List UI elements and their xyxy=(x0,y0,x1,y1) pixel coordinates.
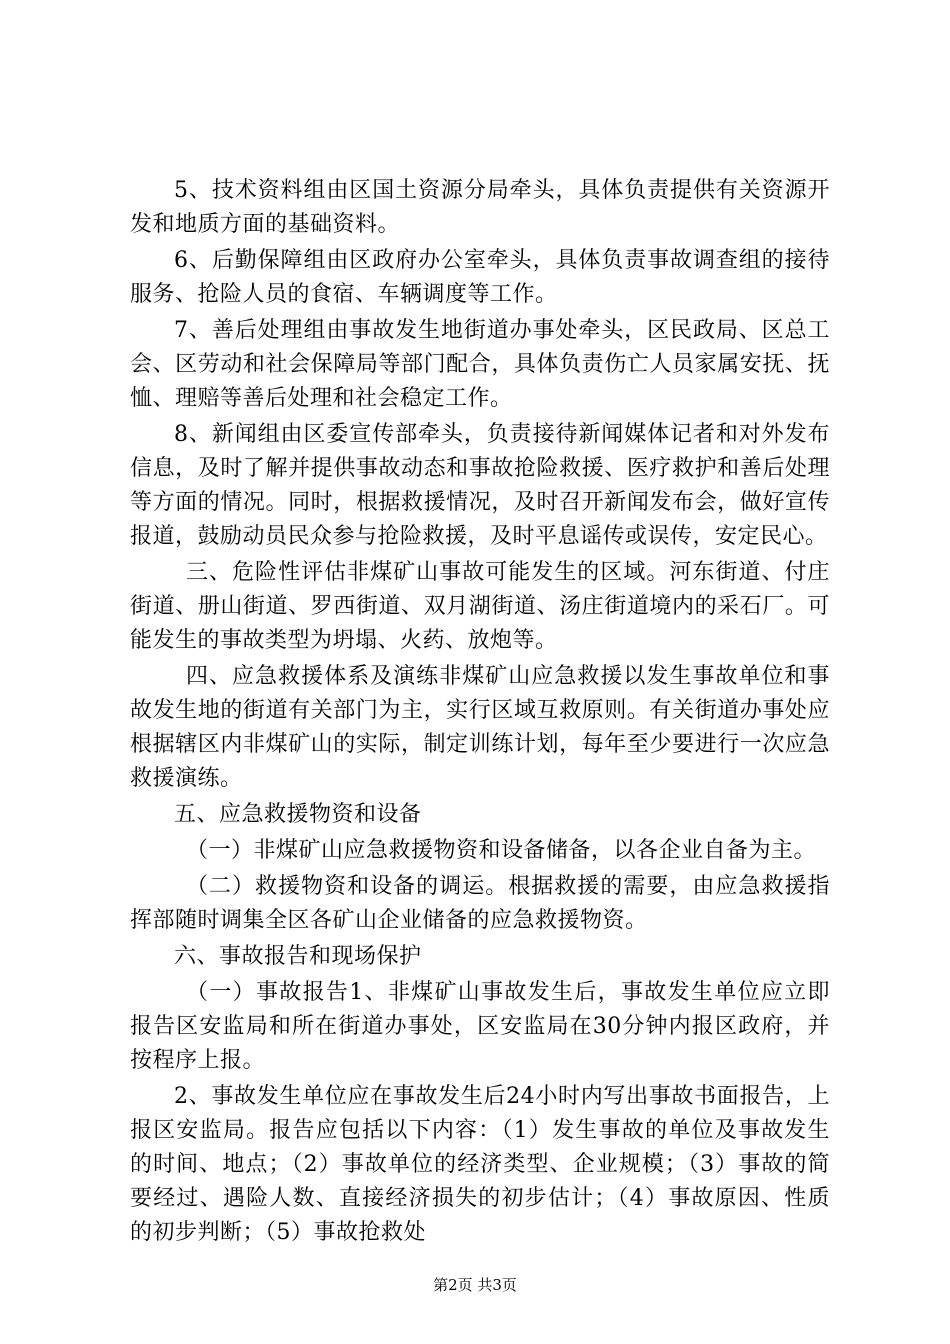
paragraph-materials-dispatch: （二）救援物资和设备的调运。根据救援的需要，由应急救援指挥部随时调集全区各矿山企业储备的应急救援物资。 xyxy=(130,874,830,933)
document-body xyxy=(130,174,830,1252)
paragraph-written-report: 2、事故发生单位应在事故发生后24小时内写出事故书面报告，上报区安监局。报告应包括以下内容：（1）发生事故的单位及事故发生的时间、地点；（2）事故单位的经济类型、企业规模；（3）事故的简要经过、遇险人数、直接经济损失的初步估计；（4）事故原因、性质的初步判断；（5）事故抢救处 xyxy=(130,1084,830,1245)
paragraph-logistics-group: 6、后勤保障组由区政府办公室牵头，具体负责事故调查组的接待服务、抢险人员的食宿、车辆调度等工作。 xyxy=(130,248,830,307)
paragraph-rescue-system: 四、应急救援体系及演练非煤矿山应急救援以发生事故单位和事故发生地的街道有关部门为主，实行区域互救原则。有关街道办事处应根据辖区内非煤矿山的实际，制定训练计划，每年至少要进行一次应急救援演练。 xyxy=(130,664,830,791)
paragraph-news-group: 8、新闻组由区委宣传部牵头，负责接待新闻媒体记者和对外发布信息，及时了解并提供事故动态和事故抢险救援、医疗救护和善后处理等方面的情况。同时，根据救援情况，及时召开新闻发布会，做好宣传报道，鼓励动员民众参与抢险救援，及时平息谣传或误传，安定民心。 xyxy=(130,422,830,549)
paragraph-accident-report: （一）事故报告1、非煤矿山事故发生后，事故发生单位应立即报告区安监局和所在街道办事处，区安监局在30分钟内报区政府，并按程序上报。 xyxy=(130,980,830,1073)
section-heading-report: 六、事故报告和现场保护 xyxy=(174,944,422,969)
section-heading-materials: 五、应急救援物资和设备 xyxy=(174,802,422,827)
paragraph-risk-assessment: 三、危险性评估非煤矿山事故可能发生的区域。河东街道、付庄街道、册山街道、罗西街道、双月湖街道、汤庄街道境内的采石厂。可能发生的事故类型为坍塌、火药、放炮等。 xyxy=(130,560,830,653)
paragraph-aftermath-group: 7、善后处理组由事故发生地街道办事处牵头，区民政局、区总工会、区劳动和社会保障局等部门配合，具体负责伤亡人员家属安抚、抚恤、理赔等善后处理和社会稳定工作。 xyxy=(130,318,830,411)
paragraph-technical-data-group: 5、技术资料组由区国土资源分局牵头，具体负责提供有关资源开发和地质方面的基础资料。 xyxy=(130,178,830,237)
page-number: 第2页 共3页 xyxy=(433,1276,517,1294)
paragraph-materials-reserve: （一）非煤矿山应急救援物资和设备储备，以各企业自备为主。 xyxy=(186,838,817,863)
